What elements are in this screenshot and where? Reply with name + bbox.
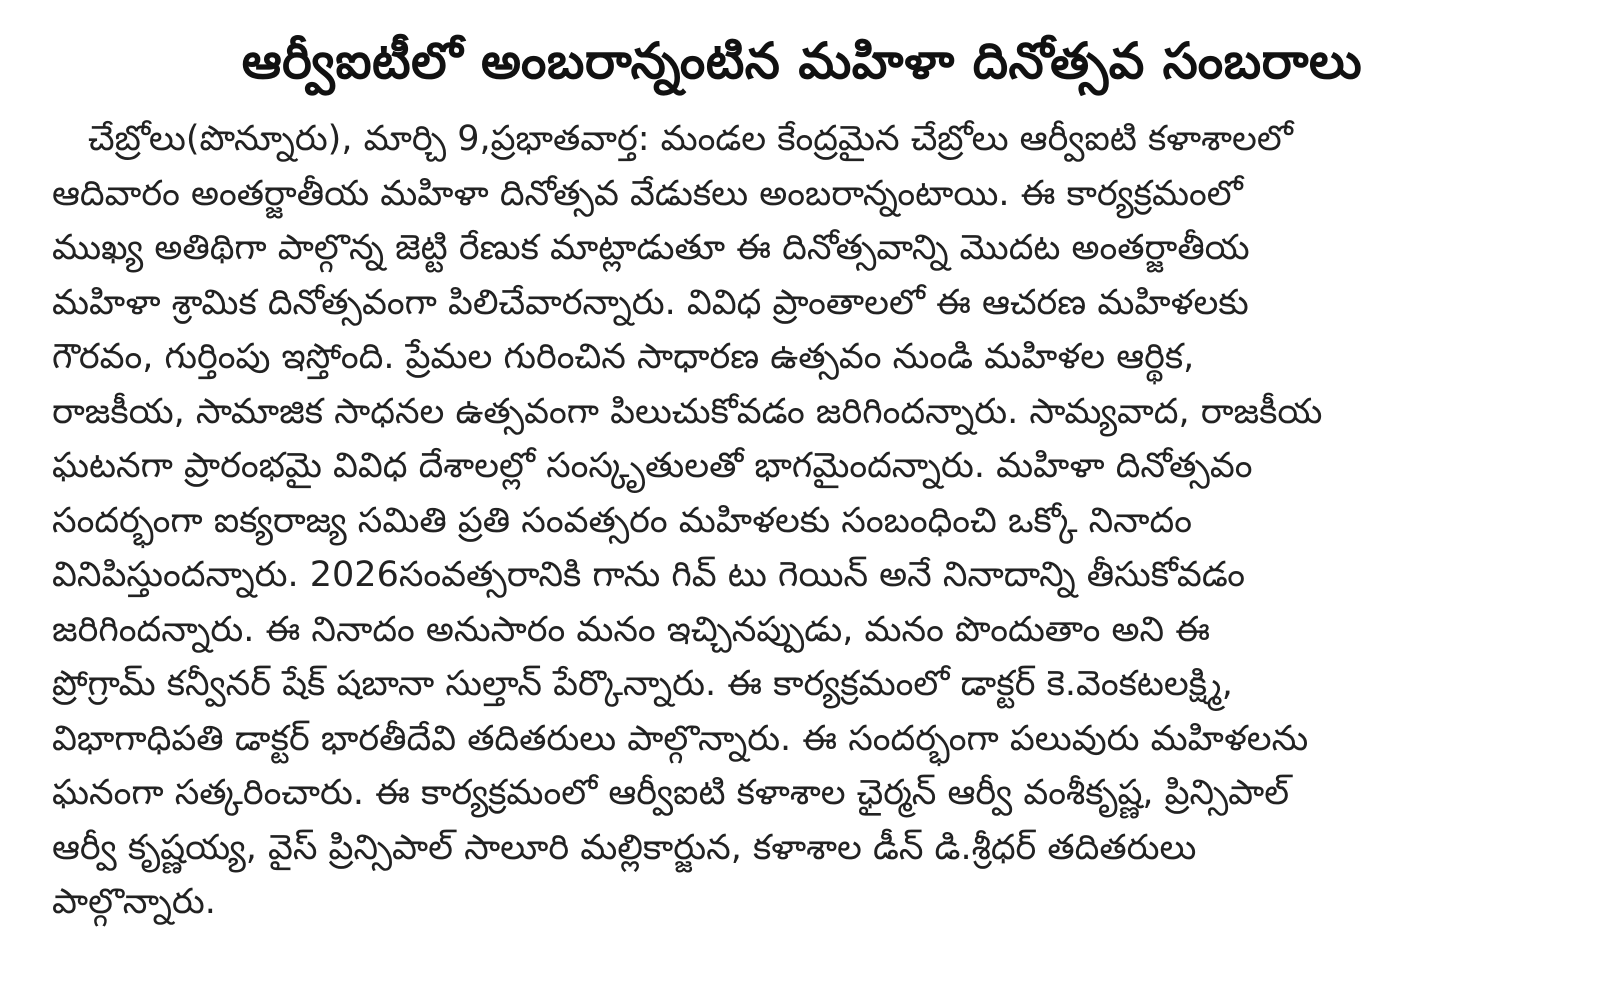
body-line: ఘటనగా ప్రారంభమై వివిధ దేశాలల్లో సంస్కృతులతో భాగమైందన్నారు. మహిళా దినోత్సవం [52,446,1253,486]
body-line: ఆదివారం అంతర్జాతీయ మహిళా దినోత్సవ వేడుకలు అంబరాన్నంటాయి. ఈ కార్యక్రమంలో [52,173,1243,214]
body-line: చేబ్రోలు(పొన్నూరు), మార్చి 9,ప్రభాతవార్త: మండల కేంద్రమైన చేబ్రోలు ఆర్వీఐటి కళాశాలలో [88,119,1293,159]
article-body [52,112,1552,930]
body-line: గౌరవం, గుర్తింపు ఇస్తోంది. ప్రేమల గురించిన సాధారణ ఉత్సవం నుండి మహిళల ఆర్థిక, [52,337,1195,377]
body-line: ప్రోగ్రామ్ కన్వీనర్ షేక్ షబానా సుల్తాన్ పేర్కొన్నారు. ఈ కార్యక్రమంలో డాక్టర్ కె.వెంకటలక్ష్మి, [52,664,1233,704]
body-line: విభాగాధిపతి డాక్టర్ భారతీదేవి తదితరులు పాల్గొన్నారు. ఈ సందర్భంగా పలువురు మహిళలను [52,718,1309,759]
body-line: జరిగిందన్నారు. ఈ నినాదం అనుసారం మనం ఇచ్చినప్పుడు, మనం పొందుతాం అని ఈ [52,609,1211,650]
body-line: సందర్భంగా ఐక్యరాజ్య సమితి ప్రతి సంవత్సరం మహిళలకు సంబంధించి ఒక్కో నినాదం [52,500,1192,541]
body-line: రాజకీయ, సామాజిక సాధనల ఉత్సవంగా పిలుచుకోవడం జరిగిందన్నారు. సామ్యవాద, రాజకీయ [52,391,1323,432]
body-line: పాల్గొన్నారు. [52,882,216,922]
headline: ఆర్వీఐటీలో అంబరాన్నంటిన మహిళా దినోత్సవ సంబరాలు [241,32,1363,90]
body-line: వినిపిస్తుందన్నారు. 2026సంవత్సరానికి గాను గివ్ టు గెయిన్ అనే నినాదాన్ని తీసుకోవడం [52,555,1245,595]
body-line: మహిళా శ్రామిక దినోత్సవంగా పిలిచేవారన్నారు. వివిధ ప్రాంతాలలో ఈ ఆచరణ మహిళలకు [52,282,1249,323]
body-line: ఆర్వీ కృష్ణయ్య, వైస్ ప్రిన్సిపాల్ సాలూరి మల్లికార్జున, కళాశాల డీన్ డి.శ్రీధర్ తదితరులు [52,827,1197,868]
body-line: ఘనంగా సత్కరించారు. ఈ కార్యక్రమంలో ఆర్వీఐటి కళాశాల ఛైర్మన్ ఆర్వీ వంశీకృష్ణ, ప్రిన్సిపాల్ [52,773,1290,813]
body-line: ముఖ్య అతిథిగా పాల్గొన్న జెట్టి రేణుక మాట్లాడుతూ ఈ దినోత్సవాన్ని మొదట అంతర్జాతీయ [52,228,1250,268]
